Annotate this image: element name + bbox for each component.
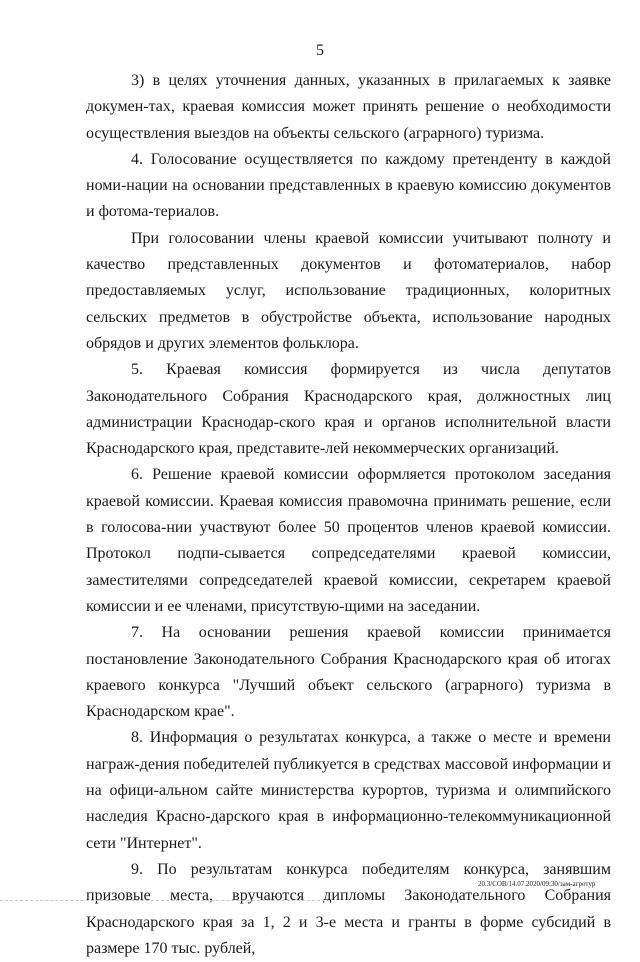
- paragraph-awards: 9. По результатам конкурса победителям конкурса, занявшим призовые места, вручаются дипломы Законодательного Собрания Краснодарского края за 1, 2 и 3-е места и гранты в форме субсидий в размере 170 тыс. рублей,: [86, 860, 611, 957]
- document-body: [86, 68, 611, 962]
- paragraph-voting: 4. Голосование осуществляется по каждому претенденту в каждой номи-нации на основании представленных в краевую комиссию документов и фотома-териалов.: [86, 150, 611, 221]
- document-code: 20.3/СОВ/14.07.2020/09:30/зам-агротур: [478, 880, 596, 888]
- paragraph-resolution: 7. На основании решения краевой комиссии принимается постановление Законодательного Собрания Краснодарского края об итогах краевого конкурса "Лучший объект сельского (аграрного) туризма в Краснодарском крае".: [86, 624, 611, 721]
- paragraph-commission-formation: 5. Краевая комиссия формируется из числа депутатов Законодательного Собрания Краснодарского края, должностных лиц администрации Краснодар-ского края и органов исполнительной власти Краснодарского края, представите-лей некоммерческих организаций.: [86, 361, 611, 458]
- footer-divider: [0, 900, 330, 901]
- page-number: 5: [316, 42, 324, 59]
- paragraph-results-info: 8. Информация о результатах конкурса, а также о месте и времени награж-дения победителей публикуется в средствах массовой информации и на офици-альном сайте министерства курортов, туризма и олимпийского наследия Красно-дарского края в информационно-телекоммуникационной сети "Интернет".: [86, 729, 611, 852]
- paragraph-item-3: 3) в целях уточнения данных, указанных в прилагаемых к заявке докумен-тах, краевая комиссия может принять решение о необходимости осуществления выездов на объекты сельского (аграрного) туризма.: [86, 72, 611, 142]
- paragraph-voting-criteria: При голосовании члены краевой комиссии учитывают полноту и качество представленных документов и фотоматериалов, набор предоставляемых услуг, использование традиционных, колоритных сельских предметов в обустройстве объекта, использование народных обрядов и других элементов фольклора.: [86, 229, 611, 352]
- paragraph-commission-decision: 6. Решение краевой комиссии оформляется протоколом заседания краевой комиссии. Краевая комиссия правомочна принимать решение, если в голосова-нии участвуют более 50 процентов членов краевой комиссии. Протокол подпи-сывается сопредседателями краевой комиссии, заместителями сопредседателей краевой комиссии, секретарем краевой комиссии и ее членами, присутствую-щими на заседании.: [86, 466, 611, 615]
